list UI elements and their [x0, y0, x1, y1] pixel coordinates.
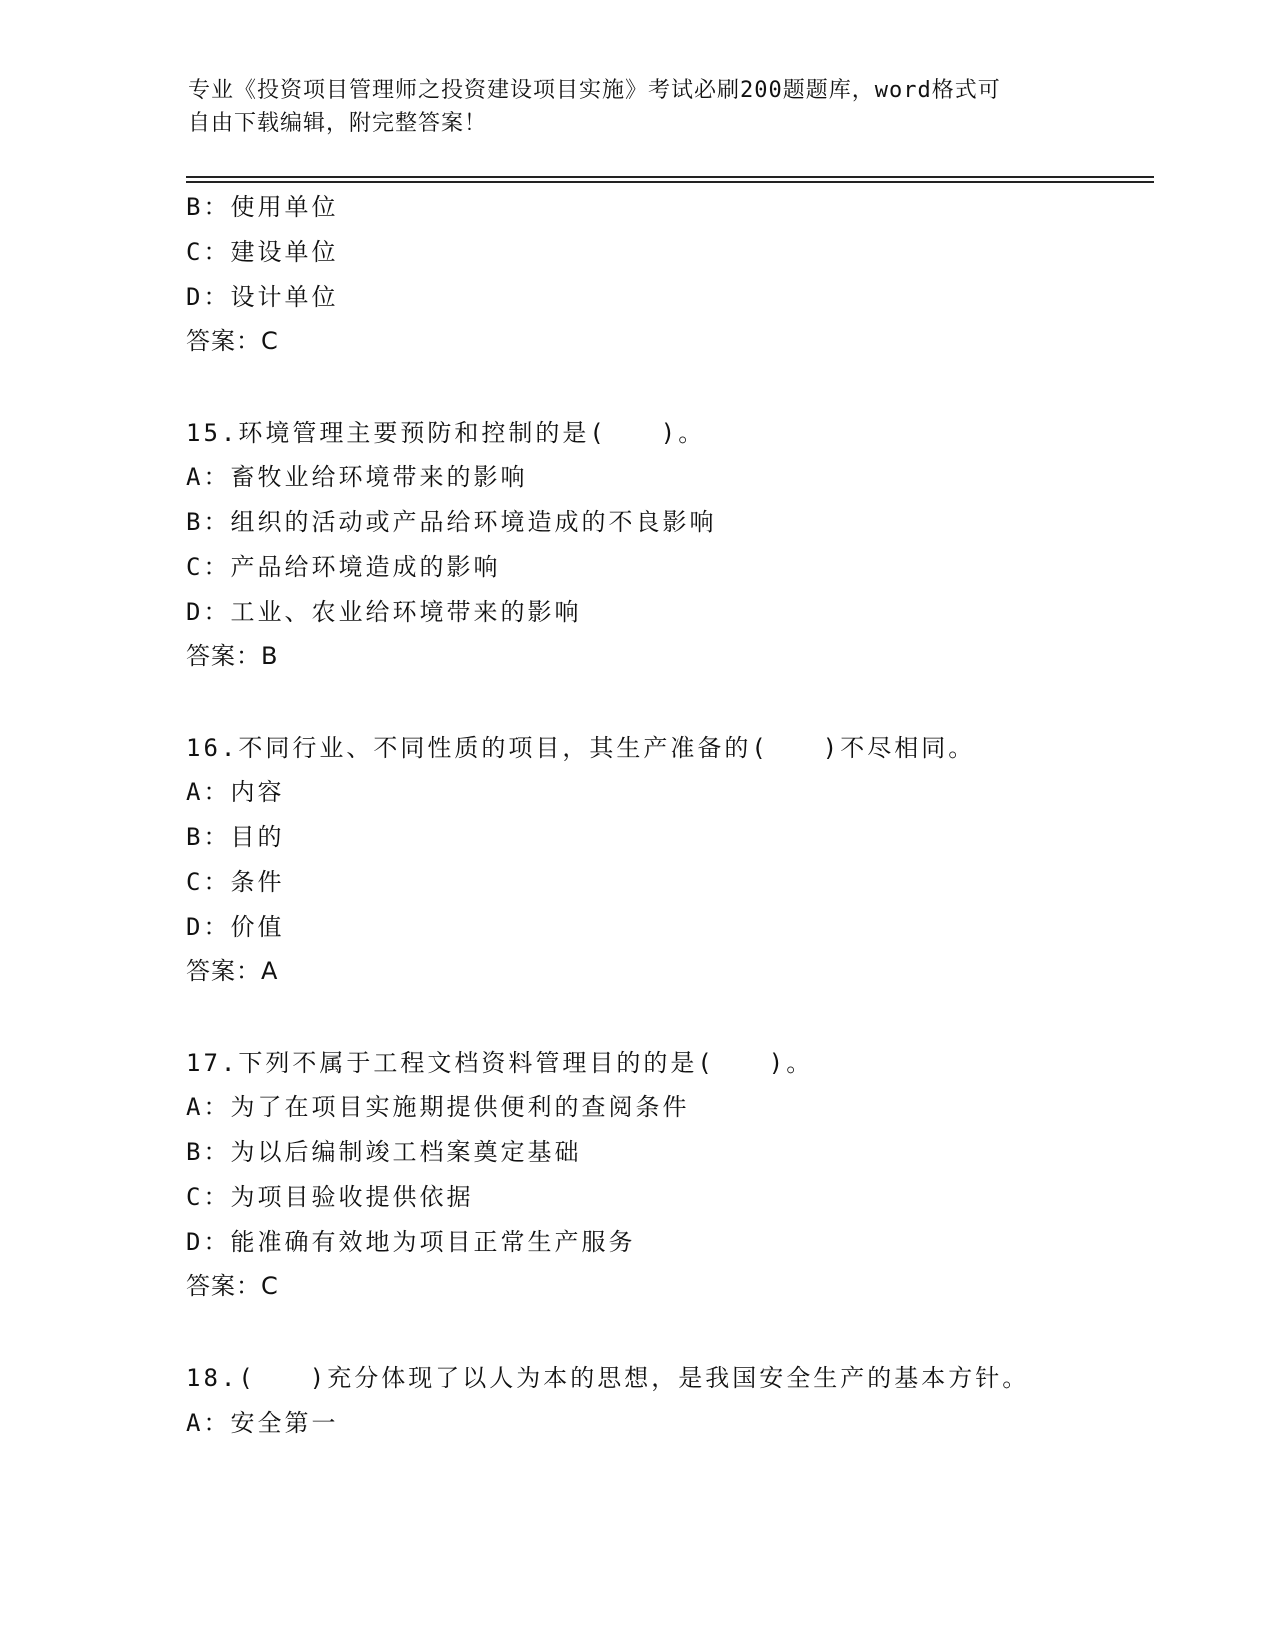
q15-option-b: B：组织的活动或产品给环境造成的不良影响	[186, 508, 717, 536]
header-line-1: 专业《投资项目管理师之投资建设项目实施》考试必刷200题题库，word格式可	[188, 78, 1001, 103]
q15-option-d: D：工业、农业给环境带来的影响	[186, 598, 582, 626]
q14-option-c: C：建设单位	[186, 238, 339, 266]
q16-option-d: D：价值	[186, 913, 285, 941]
q14-option-b: B：使用单位	[186, 193, 339, 221]
q16-option-a: A：内容	[186, 778, 285, 806]
q15-option-a: A：畜牧业给环境带来的影响	[186, 463, 528, 491]
q18-option-a: A：安全第一	[186, 1409, 339, 1437]
q17-option-d: D：能准确有效地为项目正常生产服务	[186, 1228, 636, 1256]
q17-option-b: B：为以后编制竣工档案奠定基础	[186, 1138, 582, 1166]
q16-stem: 16.不同行业、不同性质的项目，其生产准备的( )不尽相同。	[186, 734, 976, 762]
q15-stem: 15.环境管理主要预防和控制的是( )。	[186, 419, 706, 447]
q14-answer: 答案：C	[186, 327, 279, 355]
q17-stem: 17.下列不属于工程文档资料管理目的的是( )。	[186, 1049, 814, 1077]
q16-answer: 答案：A	[186, 957, 279, 985]
q16-option-b: B：目的	[186, 823, 285, 851]
q17-option-c: C：为项目验收提供依据	[186, 1183, 474, 1211]
q18-stem: 18.( )充分体现了以人为本的思想，是我国安全生产的基本方针。	[186, 1364, 1030, 1392]
header-divider-top	[186, 176, 1154, 178]
document-header	[188, 74, 1088, 140]
q16-option-c: C：条件	[186, 868, 285, 896]
q17-answer: 答案：C	[186, 1272, 279, 1300]
header-line-2: 自由下载编辑，附完整答案！	[188, 111, 488, 136]
q15-answer: 答案：B	[186, 642, 279, 670]
q14-option-d: D：设计单位	[186, 283, 339, 311]
q15-option-c: C：产品给环境造成的影响	[186, 553, 501, 581]
header-divider-bottom	[186, 181, 1154, 183]
q17-option-a: A：为了在项目实施期提供便利的查阅条件	[186, 1093, 690, 1121]
